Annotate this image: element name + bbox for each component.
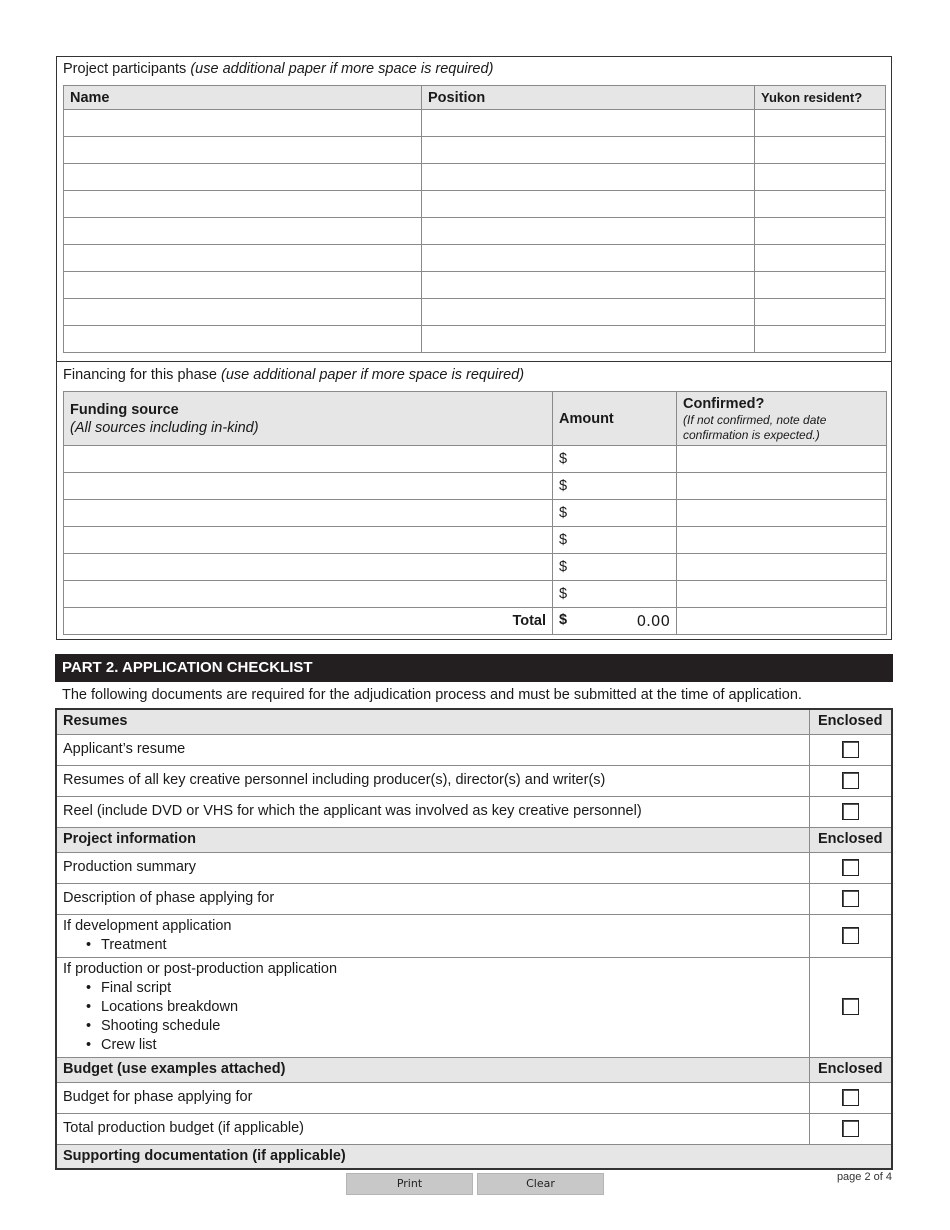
budget-category-title: Budget (use examples attached)	[56, 1057, 809, 1082]
table-row	[64, 500, 887, 527]
position-field[interactable]	[422, 110, 755, 137]
development-bullets	[63, 936, 803, 955]
dollar-sign: $	[559, 559, 568, 575]
page-number: page 2 of 4	[836, 1171, 892, 1183]
checklist-item-label: Resumes of all key creative personnel including producer(s), director(s) and writer(s)	[56, 765, 809, 796]
table-row	[64, 137, 886, 164]
checklist-item-label: Description of phase applying for	[56, 883, 809, 914]
resident-field[interactable]	[755, 137, 886, 164]
amount-field[interactable]	[553, 581, 677, 608]
checklist-item	[56, 957, 892, 1057]
supporting-category-title: Supporting documentation (if applicable)	[56, 1144, 892, 1169]
development-application-cell	[56, 914, 809, 957]
position-field[interactable]	[422, 272, 755, 299]
resident-field[interactable]	[755, 191, 886, 218]
table-row	[64, 527, 887, 554]
position-field[interactable]	[422, 326, 755, 353]
participants-table	[63, 85, 886, 353]
resident-field[interactable]	[755, 326, 886, 353]
participants-caption-note: (use additional paper if more space is required)	[190, 61, 494, 77]
funding-source-field[interactable]	[64, 473, 553, 500]
key-personnel-resumes-checkbox[interactable]	[842, 772, 859, 789]
resident-field[interactable]	[755, 245, 886, 272]
enclosed-column-header: Enclosed	[809, 709, 892, 734]
part2-header: PART 2. APPLICATION CHECKLIST	[55, 654, 893, 682]
table-row	[64, 164, 886, 191]
amount-field[interactable]	[553, 446, 677, 473]
funding-source-field[interactable]	[64, 554, 553, 581]
checklist-item-label: Budget for phase applying for	[56, 1082, 809, 1113]
funding-source-field[interactable]	[64, 581, 553, 608]
funding-source-column-header	[64, 392, 553, 446]
name-field[interactable]	[64, 299, 422, 326]
name-field[interactable]	[64, 326, 422, 353]
funding-source-field[interactable]	[64, 446, 553, 473]
checklist-item-label: Total production budget (if applicable)	[56, 1113, 809, 1144]
name-field[interactable]	[64, 137, 422, 164]
budget-category-row	[56, 1057, 892, 1082]
position-field[interactable]	[422, 218, 755, 245]
table-row	[64, 446, 887, 473]
name-field[interactable]	[64, 272, 422, 299]
checklist-item	[56, 852, 892, 883]
phase-description-checkbox[interactable]	[842, 890, 859, 907]
table-row	[64, 191, 886, 218]
financing-caption	[63, 366, 524, 384]
checklist-item	[56, 765, 892, 796]
name-field[interactable]	[64, 164, 422, 191]
bullet-item: • Final script	[101, 979, 803, 998]
participants-header-row	[64, 86, 886, 110]
resident-field[interactable]	[755, 299, 886, 326]
amount-field[interactable]	[553, 554, 677, 581]
print-button[interactable]: Print	[346, 1173, 473, 1195]
production-application-cell	[56, 957, 809, 1057]
dollar-sign: $	[559, 532, 568, 548]
resident-field[interactable]	[755, 164, 886, 191]
financing-caption-text: Financing for this phase	[63, 367, 217, 383]
funding-source-field[interactable]	[64, 527, 553, 554]
production-summary-checkbox[interactable]	[842, 859, 859, 876]
position-field[interactable]	[422, 164, 755, 191]
supporting-category-row	[56, 1144, 892, 1169]
dollar-sign: $	[559, 505, 568, 521]
total-confirmed-field[interactable]	[677, 608, 887, 635]
clear-button[interactable]: Clear	[477, 1173, 604, 1195]
total-budget-checkbox[interactable]	[842, 1120, 859, 1137]
confirmed-field[interactable]	[677, 527, 887, 554]
position-field[interactable]	[422, 245, 755, 272]
financing-section	[56, 361, 892, 640]
resident-field[interactable]	[755, 272, 886, 299]
checklist-item	[56, 1082, 892, 1113]
funding-source-label: Funding source	[70, 401, 179, 418]
checklist-item	[56, 796, 892, 827]
resumes-category-title: Resumes	[56, 709, 809, 734]
bullet-item: • Locations breakdown	[101, 998, 803, 1017]
table-row	[64, 272, 886, 299]
total-dollar-sign: $	[559, 612, 568, 628]
position-field[interactable]	[422, 191, 755, 218]
participants-caption	[63, 60, 493, 78]
reel-checkbox[interactable]	[842, 803, 859, 820]
financing-caption-note: (use additional paper if more space is required)	[220, 367, 525, 383]
table-row	[64, 581, 887, 608]
resident-field[interactable]	[755, 110, 886, 137]
checklist-item-label: If production or post-production application	[63, 960, 338, 977]
amount-field[interactable]	[553, 500, 677, 527]
dollar-sign: $	[559, 451, 568, 467]
financing-header-row	[64, 392, 887, 446]
table-row	[64, 473, 887, 500]
checklist-item-label: Reel (include DVD or VHS for which the applicant was involved as key creative personnel)	[56, 796, 809, 827]
production-bullets	[63, 979, 803, 1055]
table-row	[64, 554, 887, 581]
confirmed-field[interactable]	[677, 473, 887, 500]
phase-budget-checkbox[interactable]	[842, 1089, 859, 1106]
total-row	[64, 608, 887, 635]
amount-field[interactable]	[553, 527, 677, 554]
resident-field[interactable]	[755, 218, 886, 245]
name-column-header: Name	[64, 86, 422, 110]
production-documents-checkbox[interactable]	[842, 998, 859, 1015]
table-row	[64, 218, 886, 245]
financing-table	[63, 391, 887, 635]
treatment-checkbox[interactable]	[842, 927, 859, 944]
bullet-item: • Shooting schedule	[101, 1017, 803, 1036]
application-checklist	[55, 708, 893, 1170]
project-category-row	[56, 827, 892, 852]
dollar-sign: $	[559, 586, 568, 602]
checklist-item-label: Applicant’s resume	[56, 734, 809, 765]
total-label: Total	[64, 608, 553, 635]
bullet-item: • Treatment	[101, 936, 803, 955]
dollar-sign: $	[559, 478, 568, 494]
name-field[interactable]	[64, 110, 422, 137]
position-field[interactable]	[422, 137, 755, 164]
project-category-title: Project information	[56, 827, 809, 852]
checklist-item	[56, 883, 892, 914]
enclosed-column-header: Enclosed	[809, 827, 892, 852]
confirmed-note: (If not confirmed, note date confirmation is expected.)	[683, 412, 827, 442]
checklist-item	[56, 914, 892, 957]
resumes-category-row	[56, 709, 892, 734]
table-row	[64, 110, 886, 137]
name-field[interactable]	[64, 245, 422, 272]
bullet-item: • Crew list	[101, 1036, 803, 1055]
position-column-header: Position	[422, 86, 755, 110]
funding-source-note: (All sources including in-kind)	[70, 419, 259, 436]
participants-caption-text: Project participants	[63, 61, 187, 77]
total-value: 0.00	[636, 612, 670, 630]
checklist-item	[56, 734, 892, 765]
confirmed-field[interactable]	[677, 500, 887, 527]
enclosed-column-header: Enclosed	[809, 1057, 892, 1082]
amount-column-header: Amount	[553, 392, 677, 446]
confirmed-field[interactable]	[677, 554, 887, 581]
name-field[interactable]	[64, 218, 422, 245]
part2-intro: The following documents are required for the adjudication process and must be submitted at the time of application.	[62, 687, 802, 703]
total-amount	[553, 608, 677, 635]
participants-section	[56, 56, 892, 362]
applicant-resume-checkbox[interactable]	[842, 741, 859, 758]
position-field[interactable]	[422, 299, 755, 326]
checklist-item	[56, 1113, 892, 1144]
confirmed-label: Confirmed?	[683, 395, 765, 412]
resident-column-header: Yukon resident?	[755, 86, 886, 110]
confirmed-column-header	[677, 392, 887, 446]
confirmed-field[interactable]	[677, 446, 887, 473]
table-row	[64, 326, 886, 353]
checklist-item-label: Production summary	[56, 852, 809, 883]
checklist-item-label: If development application	[63, 917, 232, 934]
confirmed-field[interactable]	[677, 581, 887, 608]
amount-field[interactable]	[553, 473, 677, 500]
name-field[interactable]	[64, 191, 422, 218]
funding-source-field[interactable]	[64, 500, 553, 527]
table-row	[64, 299, 886, 326]
table-row	[64, 245, 886, 272]
